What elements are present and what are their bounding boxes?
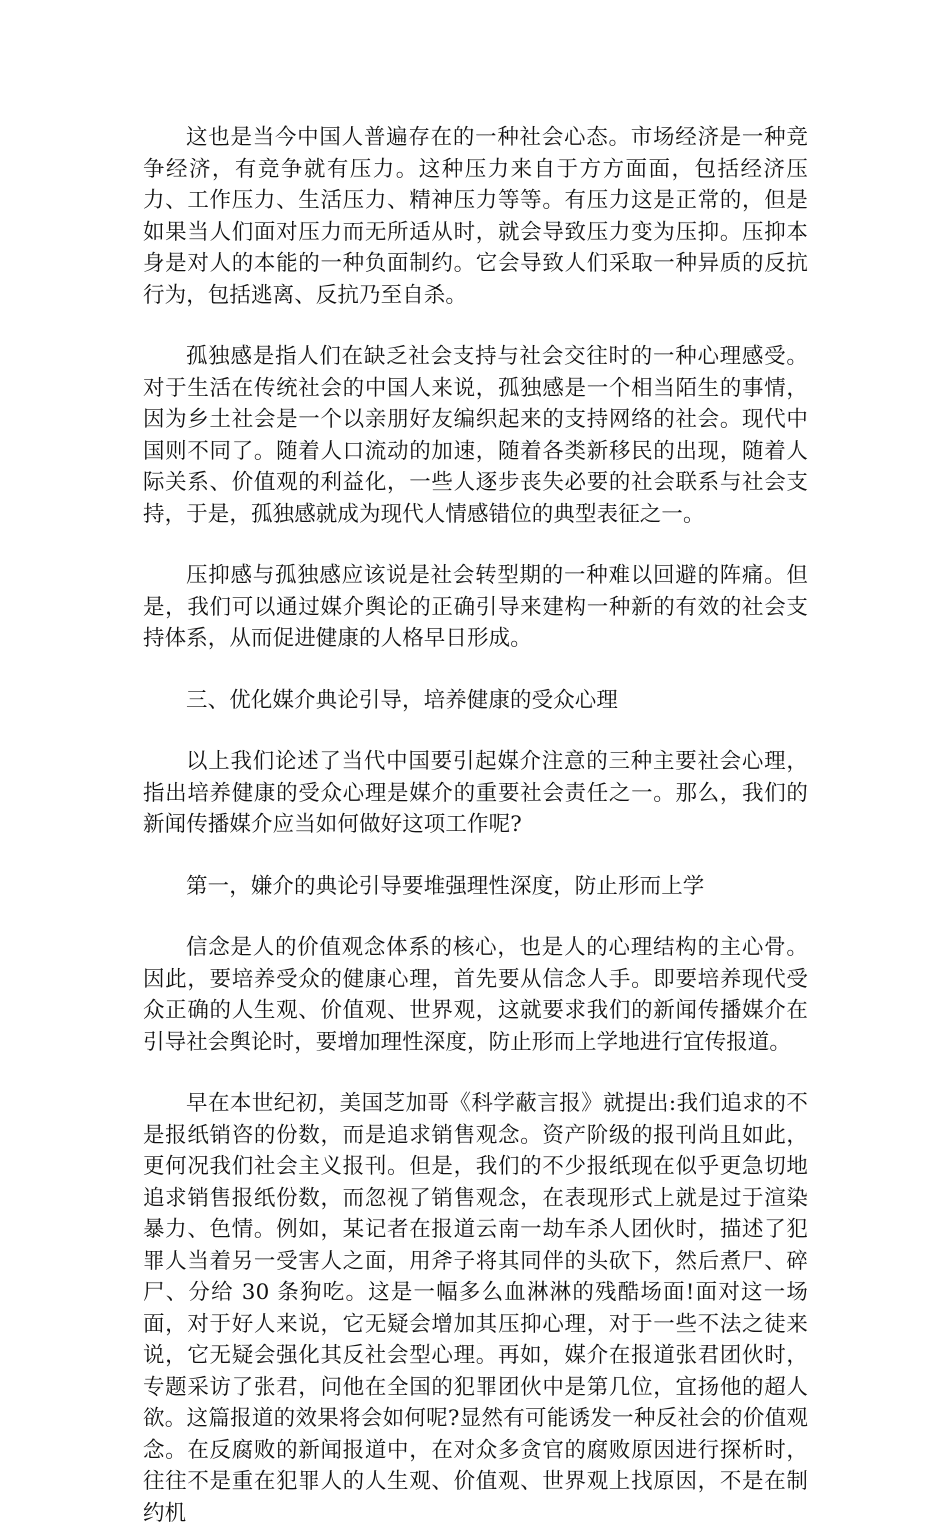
- paragraph-social-pressure: 这也是当今中国人普遍存在的一种社会心态。市场经济是一种竞争经济，有竞争就有压力。这种压力来自于方方面面，包括经济压力、工作压力、生活压力、精神压力等等。有压力这是正常的，但是如果当人们面对压力而无所适从时，就会导致压力变为压抑。压抑本身是对人的本能的一种负面制约。它会导致人们采取一种异质的反抗行为，包括逃离、反抗乃至自杀。: [143, 125, 808, 308]
- document-body: [143, 122, 808, 1529]
- paragraph-loneliness: 孤独感是指人们在缺乏社会支持与社会交往时的一种心理感受。对于生活在传统社会的中国人来说，孤独感是一个相当陌生的事情，因为乡土社会是一个以亲朋好友编织起来的支持网络的社会。现代中国则不同了。随着人口流动的加速，随着各类新移民的出现，随着人际关系、价值观的利益化，一些人逐步丧失必要的社会联系与社会支持，于是，孤独感就成为现代人情感错位的典型表征之一。: [143, 344, 808, 527]
- section-heading: 三、优化媒介典论引导，培养健康的受众心理: [186, 687, 619, 713]
- paragraph-belief: 信念是人的价值观念体系的核心，也是人的心理结构的主心骨。因此，要培养受众的健康心理，首先要从信念人手。即要培养现代受众正确的人生观、价值观、世界观，这就要求我们的新闻传播媒介在引导社会舆论时，要增加理性深度，防止形而上学地进行宜传报道。: [143, 935, 808, 1055]
- paragraph-transition-pain: 压抑感与孤独感应该说是社会转型期的一种难以回避的阵痛。但是，我们可以通过媒介舆论的正确引导来建构一种新的有效的社会支持体系，从而促进健康的人格早日形成。: [143, 563, 808, 651]
- paragraph-newspaper-example: 早在本世纪初，美国芝加哥《科学蔽言报》就提出:我们追求的不是报纸销咨的份数，而是追求销售观念。资产阶级的报刊尚且如此，更何况我们社会主义报刊。但是，我们的不少报纸现在似乎更急切地追求销售报纸份数，而忽视了销售观念，在表现形式上就是过于渲染暴力、色情。例如，某记者在报道云南一劫车杀人团伙时，描述了犯罪人当着另一受害人之面，用斧子将其同伴的头砍下，然后煮尸、碎尸、分给 30 条狗吃。这是一幅多么血淋淋的残酷场面!面对这一场面，对于好人来说，它无疑会增加其压抑心理，对于一些不法之徒来说，它无疑会强化其反社会型心理。再如，媒介在报道张君团伙时，专题采访了张君，问他在全国的犯罪团伙中是第几位，宜扬他的超人欲。这篇报道的效果将会如何呢?显然有可能诱发一种反社会的价值观念。在反腐败的新闻报道中，在对众多贪官的腐败原因进行探析时，往往不是重在犯罪人的人生观、价值观、世界观上找原因，不是在制约机: [143, 1091, 808, 1526]
- paragraph-media-responsibility: 以上我们论述了当代中国要引起媒介注意的三种主要社会心理，指出培养健康的受众心理是媒介的重要社会责任之一。那么，我们的新闻传播媒介应当如何做好这项工作呢?: [143, 749, 808, 837]
- subsection-heading: 第一，嫌介的典论引导要堆强理性深度，防止形而上学: [186, 873, 705, 899]
